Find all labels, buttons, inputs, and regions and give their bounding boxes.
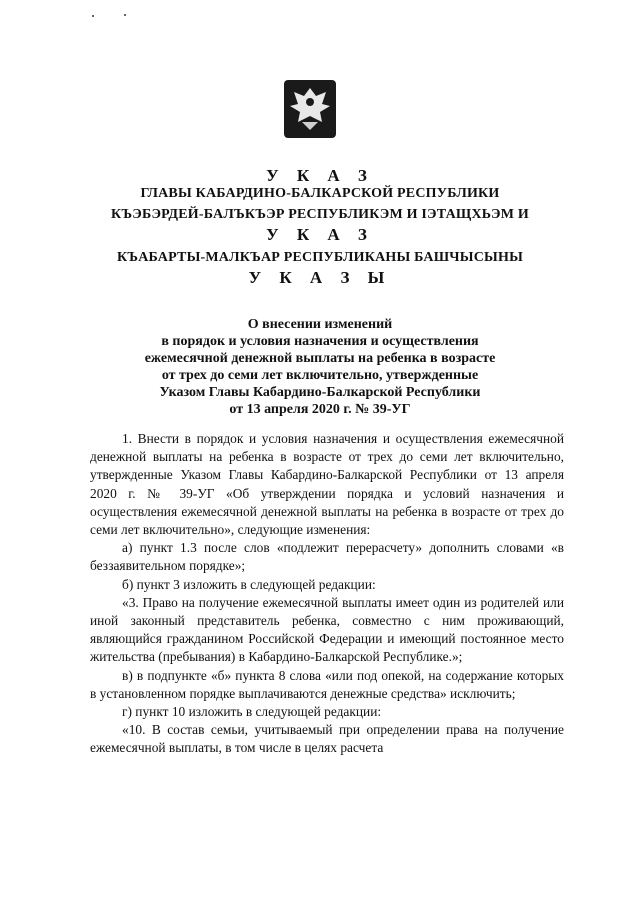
header-decree-title: У К А З [266,166,374,185]
coat-of-arms-emblem [282,78,338,140]
document-body [90,430,564,758]
paragraph-subitem-v: в) в подпункте «б» пункта 8 слова «или под опекой, на содержание которых в установленном порядке выплачиваются денежные средства» исключить; [90,667,564,701]
paragraph-subitem-b: б) пункт 3 изложить в следующей редакции: [122,576,376,592]
doc-title-line: от 13 апреля 2020 г. № 39-УГ [229,402,411,417]
doc-title-line: в порядок и условия назначения и осуществления [161,334,479,349]
paragraph-quote-3: «3. Право на получение ежемесячной выплаты имеет один из родителей или иной законный представитель ребенка, совместно с ним проживающий, являющийся гражданином Российской Федерации и имеющий постоянное место жительства (пребывания) в Кабардино-Балкарской Республике.»; [90,594,564,665]
eagle-emblem-icon [282,78,338,140]
paragraph-quote-10: «10. В состав семьи, учитываемый при определении права на получение ежемесячной выплаты, в том числе в целях расчета [90,722,564,756]
paragraph-item-1: 1. Внести в порядок и условия назначения и осуществления ежемесячной денежной выплаты на ребенка в возрасте от трех до семи лет включительно, утвержденные Указом Главы Кабардино-Балкарской Республики от 13 апреля 2020 г. № 39-УГ «Об утверждении порядка и условий назначения и осуществления ежемесячной денежной выплаты на ребенка в возрасте от трех до семи лет включительно», следующие изменения: [90,431,564,538]
header-kabardian-line: КЪЭБЭРДЕЙ-БАЛЪКЪЭР РЕСПУБЛИКЭМ И ІЭТАЩХЬЭМ И [111,207,529,222]
doc-title-line: О внесении изменений [247,317,393,332]
header-decree-title-kabardian: У К А З [266,225,374,244]
doc-title-line: ежемесячной денежной выплаты на ребенка в возрасте [144,351,496,366]
doc-title-line: Указом Главы Кабардино-Балкарской Республики [159,385,481,400]
paragraph-subitem-g: г) пункт 10 изложить в следующей редакции: [122,704,382,720]
header-decree-title-balkar: У К А З Ы [248,268,392,287]
header-head-of-republic: ГЛАВЫ КАБАРДИНО-БАЛКАРСКОЙ РЕСПУБЛИКИ [140,186,500,201]
paragraph-subitem-a: а) пункт 1.3 после слов «подлежит перерасчету» дополнить словами «в беззаявительном порядке»; [90,540,564,574]
doc-title-line: от трех до семи лет включительно, утвержденные [161,368,479,383]
header-balkar-line: КЪАБАРТЫ-МАЛКЪАР РЕСПУБЛИКАНЫ БАШЧЫСЫНЫ [116,250,524,265]
